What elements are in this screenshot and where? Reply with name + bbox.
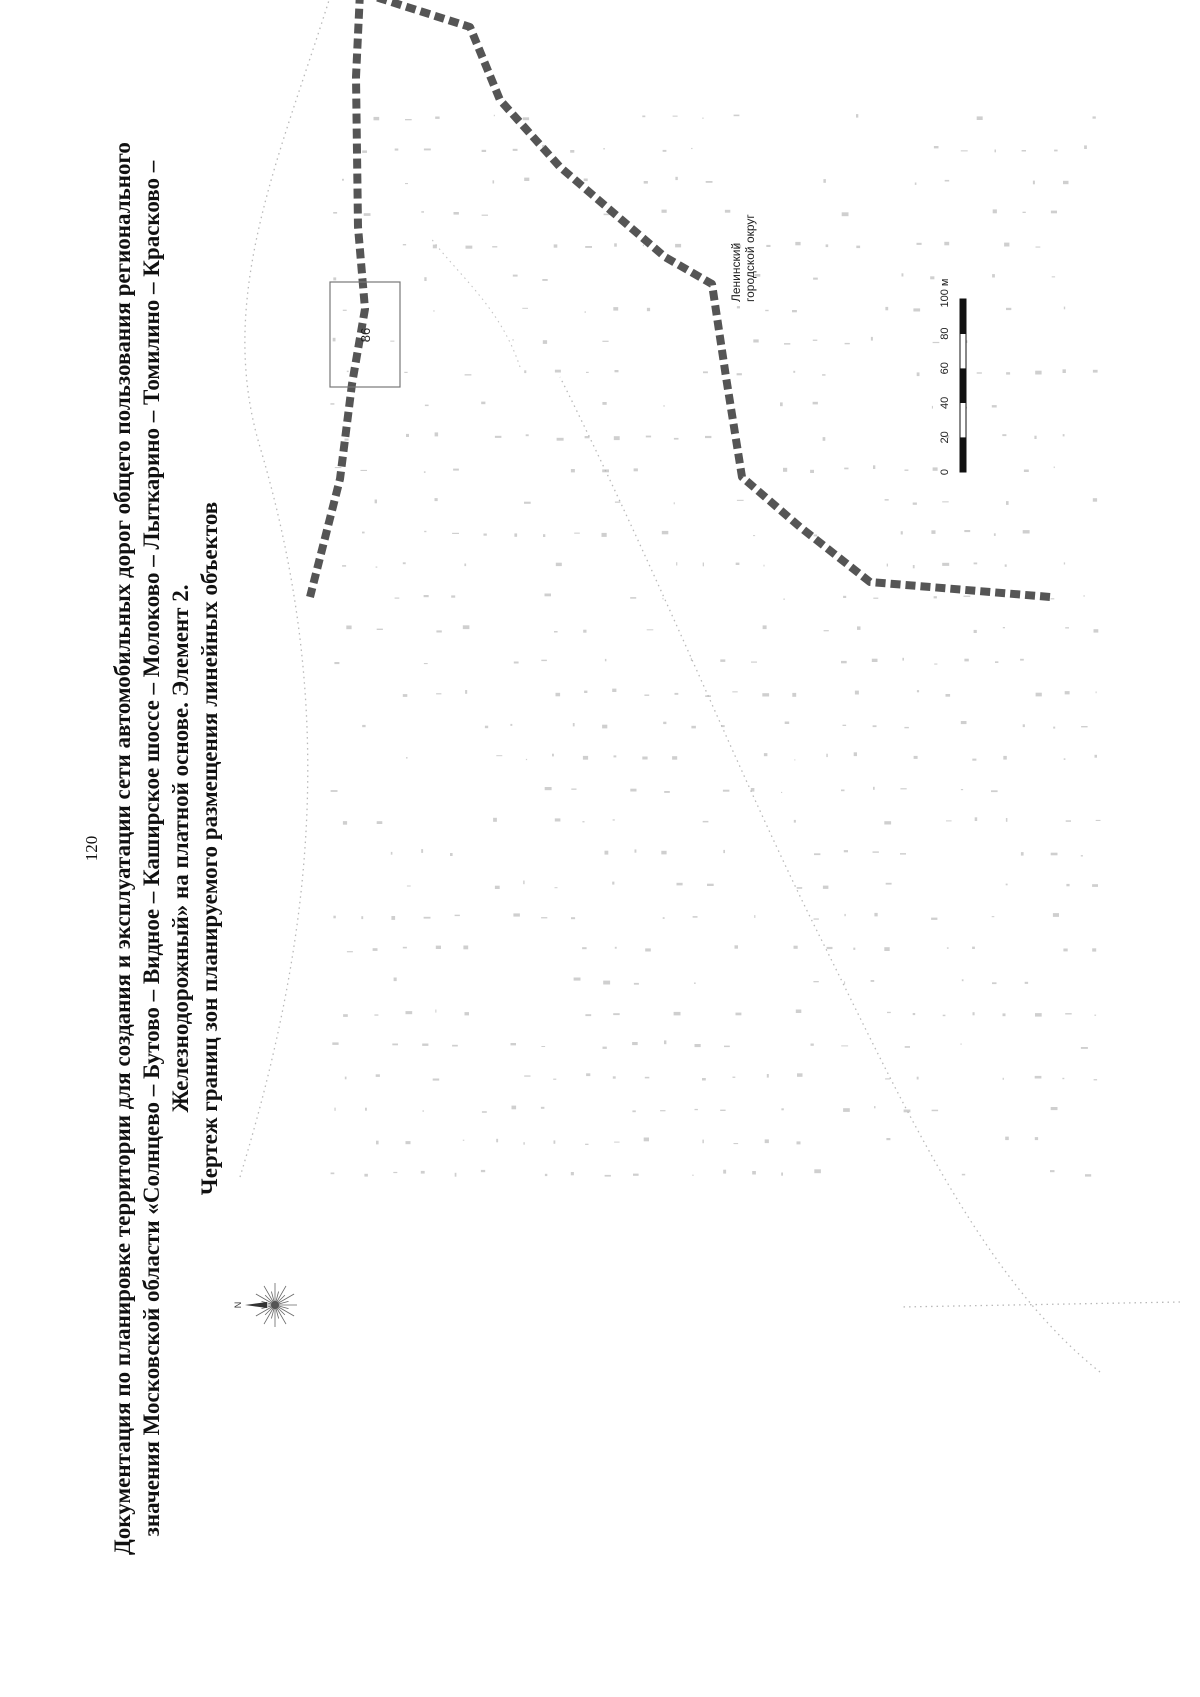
district-label: городской округ — [743, 214, 757, 302]
page-number: 120 — [82, 835, 101, 862]
title-line: Чертеж границ зон планируемого размещения линейных объектов — [197, 501, 222, 1196]
scale-tick-label: 20 — [939, 431, 951, 444]
scale-tick-label: 40 — [939, 396, 951, 409]
scale-tick-label: 60 — [939, 362, 951, 375]
north-label: N — [233, 1301, 243, 1309]
title-line: Документация по планировке территории для создания и эксплуатации сети автомобильных дорог общего пользования регионального — [110, 142, 135, 1555]
scale-bar — [939, 279, 966, 476]
district-label: Ленинский — [729, 242, 743, 302]
scale-tick-label: 100 м — [939, 278, 951, 308]
background-dot-pattern — [330, 114, 1100, 1177]
outer-dotted-boundary — [900, 1302, 1180, 1307]
north-arrow-icon — [233, 1283, 297, 1327]
sheet-index-label: 86 — [358, 327, 373, 343]
outer-dotted-boundary — [240, 0, 330, 1177]
outer-dotted-boundary — [430, 237, 520, 367]
title-line: значения Московской области «Солнцево – Бутово – Видное – Каширское шоссе – Молоково – Лыткарино – Томилино – Красково – — [139, 160, 164, 1537]
scale-tick-label: 80 — [939, 327, 951, 340]
outer-dotted-boundary — [560, 377, 1100, 1372]
scale-tick-label: 0 — [939, 468, 951, 476]
title-line: Железнодорожный» на платной основе. Элемент 2. — [168, 584, 193, 1113]
